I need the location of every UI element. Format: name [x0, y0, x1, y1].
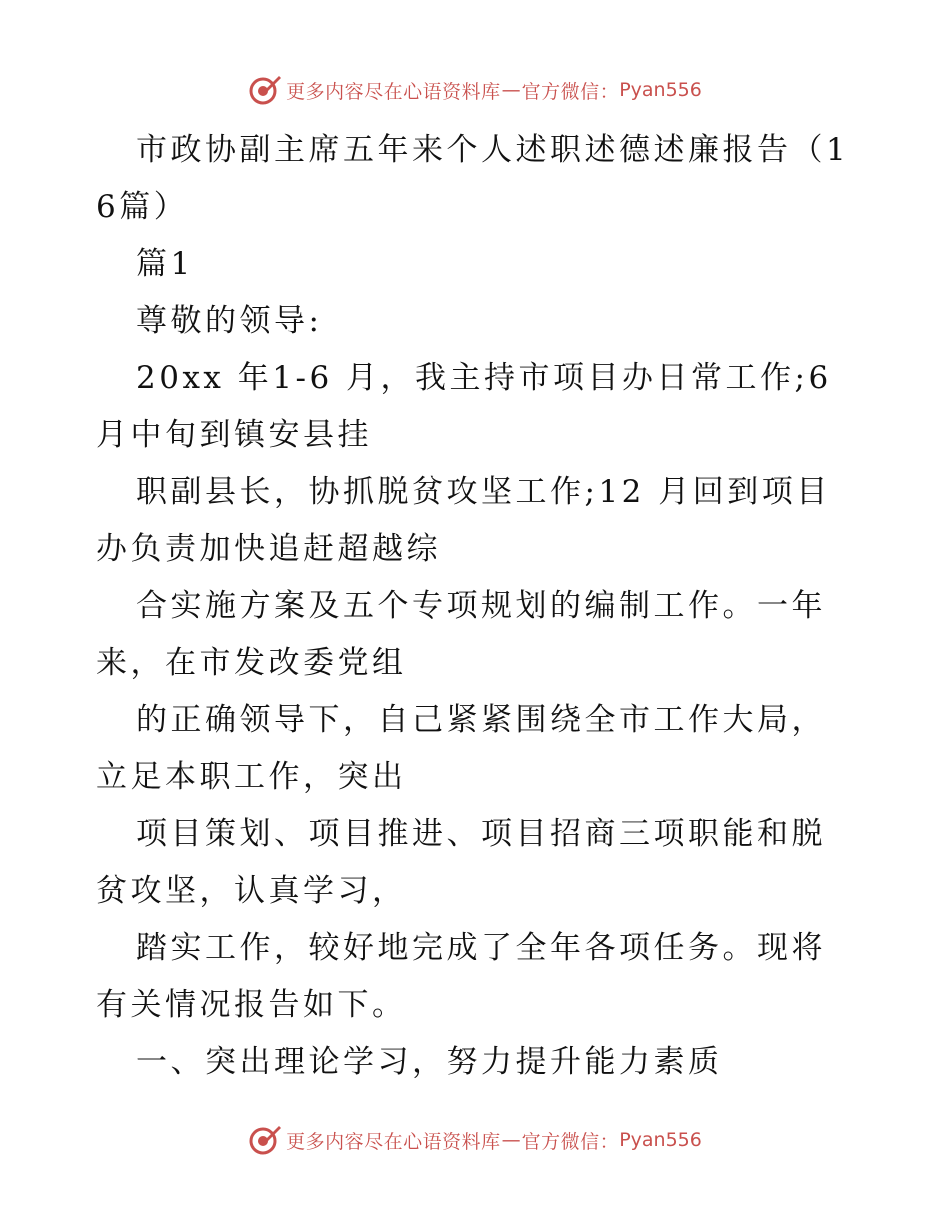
- body-paragraph: 20xx 年1-6 月，我主持市项目办日常工作;6 月中旬到镇安县挂: [96, 360, 832, 453]
- watermark-dash: —: [501, 79, 521, 101]
- document-title: 市政协副主席五年来个人述职述德述廉报告（16篇）: [96, 132, 850, 225]
- watermark-dash: —: [501, 1129, 521, 1151]
- watermark-site-text: 更多内容尽在心语资料库: [286, 1130, 501, 1153]
- salutation: 尊敬的领导:: [136, 303, 323, 339]
- document-body: [96, 122, 856, 1091]
- header-watermark: [0, 70, 950, 110]
- body-paragraph: 合实施方案及五个专项规划的编制工作。一年来，在市发改委党组: [96, 588, 826, 681]
- body-paragraph: 踏实工作，较好地完成了全年各项任务。现将有关情况报告如下。: [96, 930, 826, 1023]
- pen-logo-icon: [248, 1123, 282, 1157]
- section-label: 篇1: [136, 246, 194, 282]
- watermark-site-text: 更多内容尽在心语资料库: [286, 80, 501, 103]
- body-paragraph: 的正确领导下，自己紧紧围绕全市工作大局，立足本职工作，突出: [96, 702, 826, 795]
- watermark-label: 官方微信：: [521, 80, 620, 103]
- section-heading: 一、突出理论学习，努力提升能力素质: [136, 1044, 723, 1080]
- watermark-wechat-id: Pyan556: [619, 1129, 702, 1151]
- watermark-wechat-id: Pyan556: [619, 79, 702, 101]
- footer-watermark: [0, 1120, 950, 1160]
- watermark-label: 官方微信：: [521, 1130, 620, 1153]
- pen-logo-icon: [248, 73, 282, 107]
- body-paragraph: 项目策划、项目推进、项目招商三项职能和脱贫攻坚，认真学习，: [96, 816, 826, 909]
- body-paragraph: 职副县长，协抓脱贫攻坚工作;12 月回到项目办负责加快追赶超越综: [96, 474, 831, 567]
